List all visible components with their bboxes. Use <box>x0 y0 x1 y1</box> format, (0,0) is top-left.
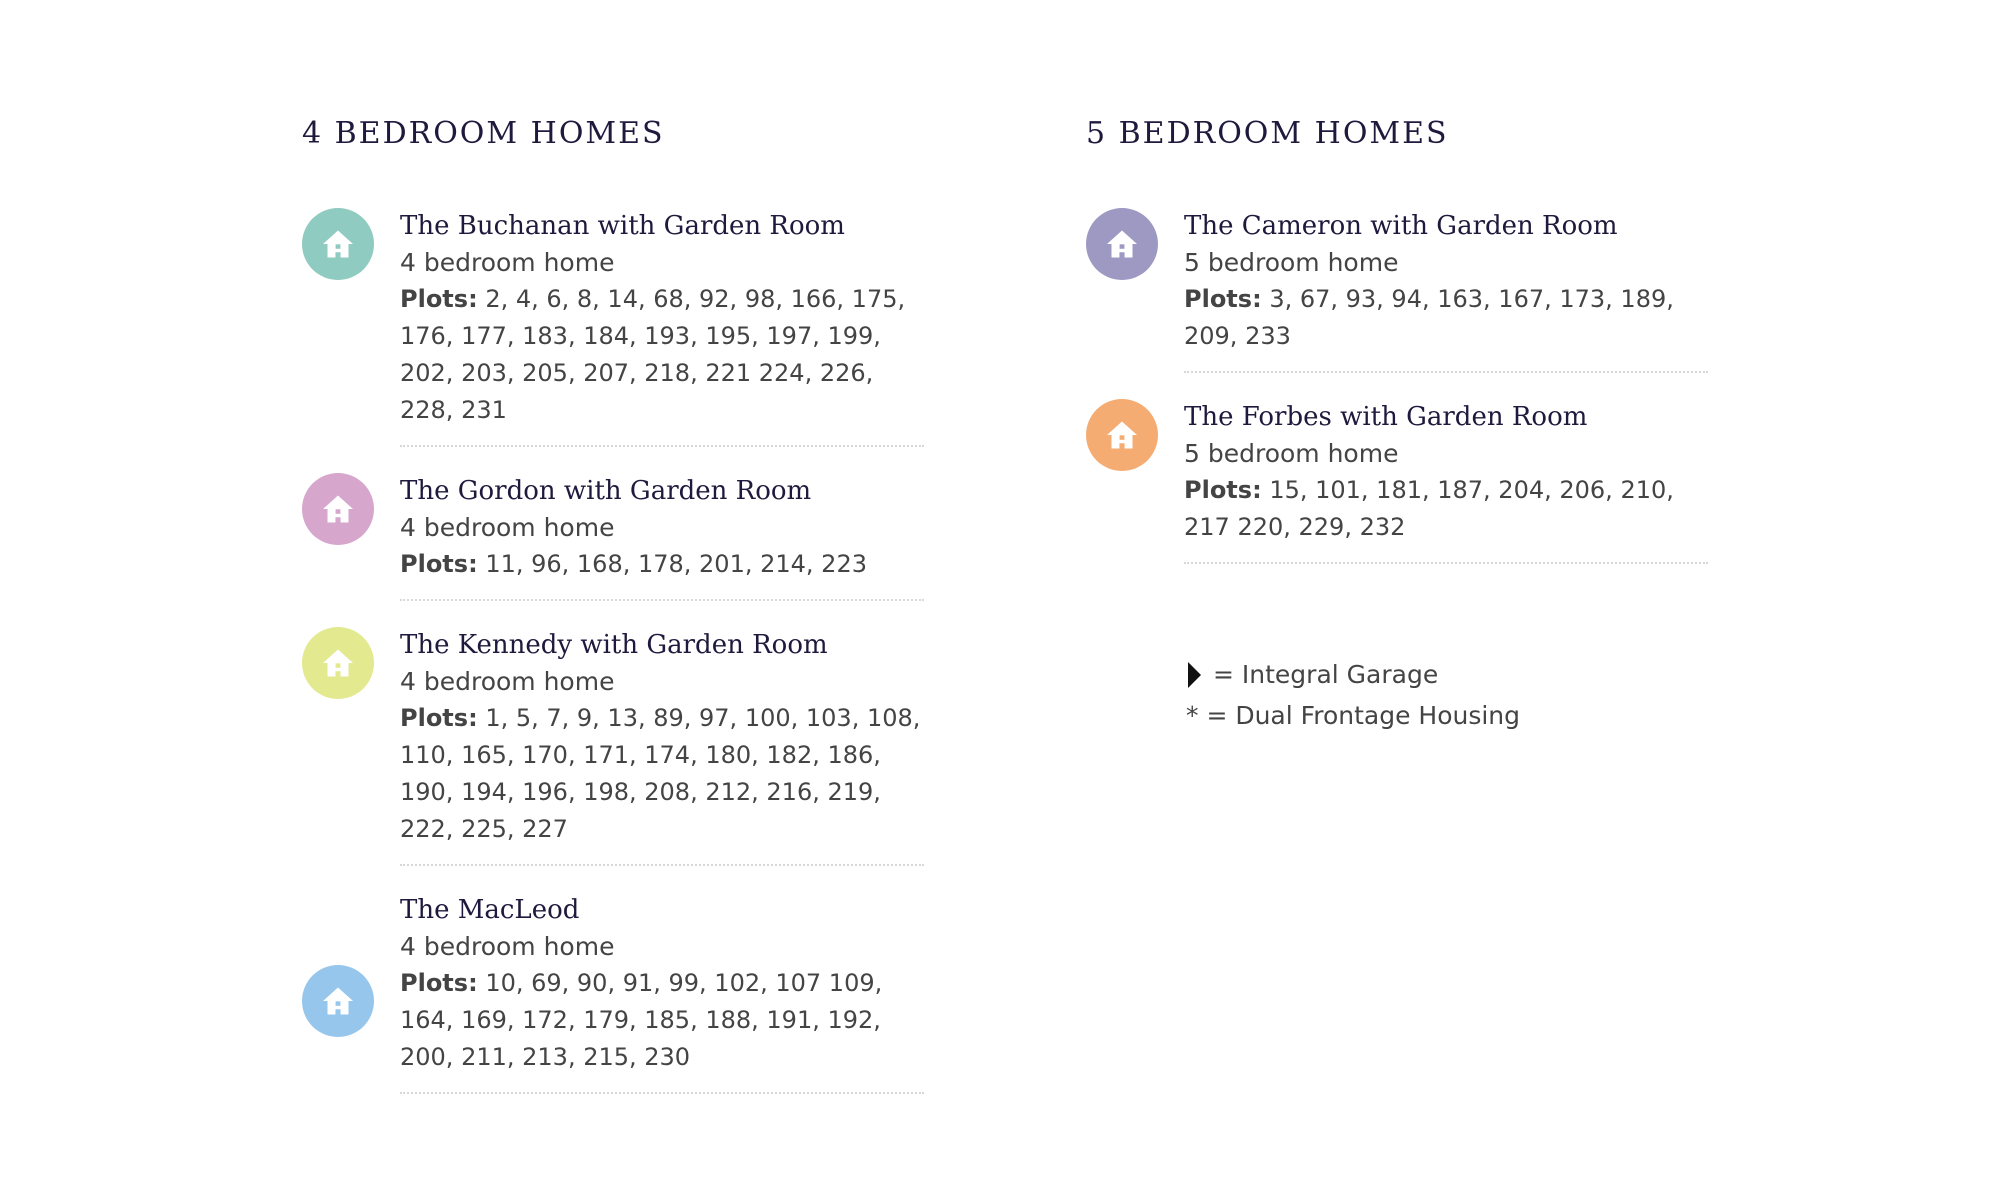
section-title: 4 BEDROOM HOMES <box>302 116 665 151</box>
plots-label: Plots: <box>400 550 478 578</box>
home-type: 5 bedroom home <box>1184 439 1399 468</box>
house-icon <box>302 473 374 545</box>
home-name: The Buchanan with Garden Room <box>400 211 845 241</box>
plots-list: 11, 96, 168, 178, 201, 214, 223 <box>485 550 867 578</box>
house-icon <box>302 627 374 699</box>
home-item-macleod <box>302 892 942 1120</box>
four-bedroom-section <box>302 112 942 1120</box>
legend-dual-frontage-text: * = Dual Frontage Housing <box>1186 701 1521 730</box>
plots-label: Plots: <box>400 704 478 732</box>
home-details <box>400 208 924 447</box>
home-details <box>1184 399 1708 564</box>
home-plots <box>1184 472 1708 546</box>
home-type: 4 bedroom home <box>400 932 615 961</box>
section-title: 5 BEDROOM HOMES <box>1086 116 1449 151</box>
plots-list: 2, 4, 6, 8, 14, 68, 92, 98, 166, 175, 176, 177, 183, 184, 193, 195, 197, 199, 202, 203, 205, 207, 218, 221 224, 226, 228, 231 <box>400 285 906 424</box>
legend <box>1186 654 1726 736</box>
home-type: 4 bedroom home <box>400 667 615 696</box>
triangle-right-icon <box>1188 662 1201 688</box>
home-details <box>400 892 924 1094</box>
home-name: The Kennedy with Garden Room <box>400 630 828 660</box>
home-item-cameron <box>1086 208 1726 399</box>
home-details <box>1184 208 1708 373</box>
plots-label: Plots: <box>400 285 478 313</box>
home-name: The Forbes with Garden Room <box>1184 402 1588 432</box>
five-bedroom-section <box>1086 112 1726 736</box>
home-type: 4 bedroom home <box>400 513 615 542</box>
home-plots <box>1184 281 1708 355</box>
home-name: The Cameron with Garden Room <box>1184 211 1618 241</box>
house-icon <box>1086 399 1158 471</box>
plots-list: 3, 67, 93, 94, 163, 167, 173, 189, 209, 233 <box>1184 285 1674 350</box>
home-item-gordon <box>302 473 942 627</box>
plots-list: 10, 69, 90, 91, 99, 102, 107 109, 164, 169, 172, 179, 185, 188, 191, 192, 200, 211, 213, 215, 230 <box>400 969 883 1071</box>
home-plots <box>400 281 924 429</box>
plots-label: Plots: <box>400 969 478 997</box>
home-item-kennedy <box>302 627 942 892</box>
home-plots <box>400 700 924 848</box>
plots-label: Plots: <box>1184 476 1262 504</box>
legend-integral-garage-text: = Integral Garage <box>1213 660 1439 689</box>
legend-dual-frontage <box>1186 695 1726 736</box>
house-icon <box>302 965 374 1037</box>
plots-list: 1, 5, 7, 9, 13, 89, 97, 100, 103, 108, 110, 165, 170, 171, 174, 180, 182, 186, 190, 194, 196, 198, 208, 212, 216, 219, 222, 225, 227 <box>400 704 921 843</box>
house-icon <box>1086 208 1158 280</box>
home-details <box>400 473 924 601</box>
home-details <box>400 627 924 866</box>
home-plots <box>400 965 924 1076</box>
home-item-forbes <box>1086 399 1726 590</box>
plots-label: Plots: <box>1184 285 1262 313</box>
plots-list: 15, 101, 181, 187, 204, 206, 210, 217 220, 229, 232 <box>1184 476 1674 541</box>
house-icon <box>302 208 374 280</box>
legend-integral-garage <box>1186 654 1726 695</box>
home-name: The MacLeod <box>400 895 580 925</box>
home-type: 4 bedroom home <box>400 248 615 277</box>
home-item-buchanan <box>302 208 942 473</box>
home-name: The Gordon with Garden Room <box>400 476 812 506</box>
home-type: 5 bedroom home <box>1184 248 1399 277</box>
home-plots <box>400 546 924 583</box>
